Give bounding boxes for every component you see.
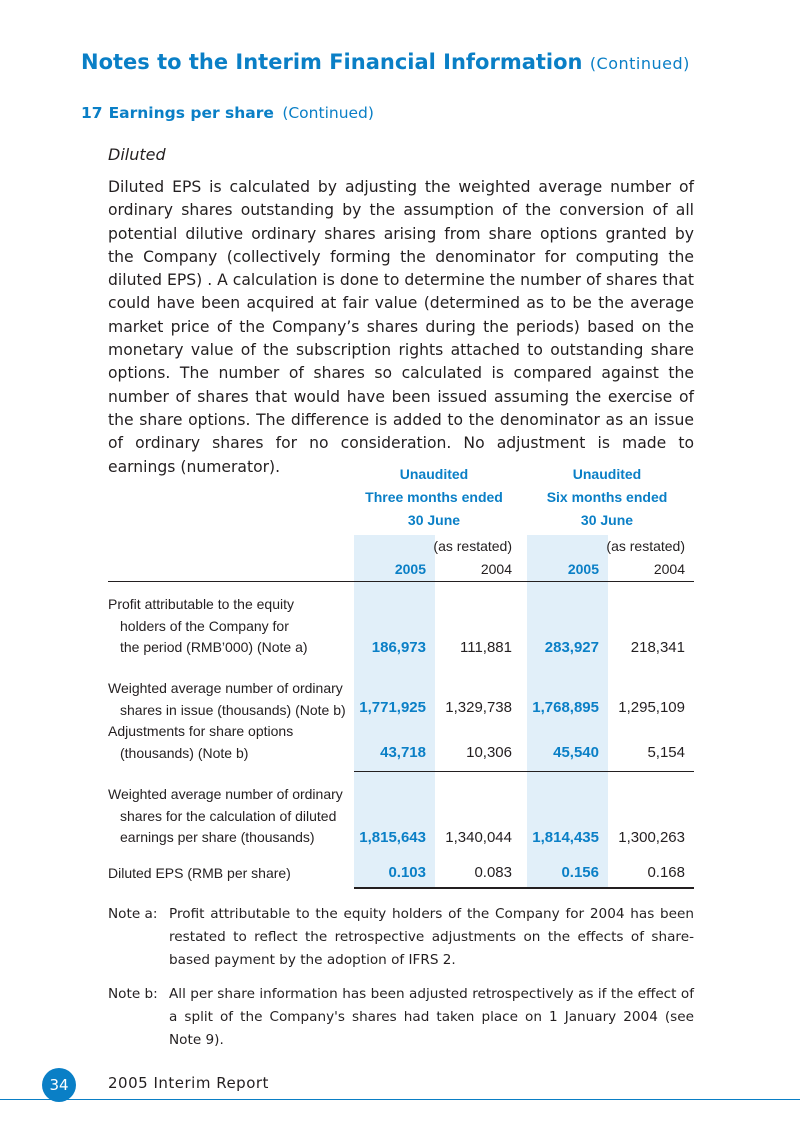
table-cell: 0.168 — [647, 864, 685, 881]
table-cell: 0.103 — [388, 864, 426, 881]
row-label-line: holders of the Company for — [120, 617, 289, 634]
row-label — [108, 784, 343, 849]
table-cell: 1,815,643 — [359, 829, 426, 846]
row-label — [108, 863, 291, 885]
subheading-diluted: Diluted — [108, 145, 166, 164]
total-rule — [354, 887, 694, 889]
note-b — [108, 983, 694, 1052]
table-header-rule — [108, 581, 694, 582]
table-cell: 186,973 — [371, 639, 426, 656]
table-cell: 1,329,738 — [445, 699, 512, 716]
table-cell: 1,300,263 — [618, 829, 685, 846]
table-cell: 283,927 — [544, 639, 599, 656]
row-label-line: Adjustments for share options — [108, 723, 294, 739]
row-label-line: Diluted EPS (RMB per share) — [108, 865, 291, 881]
section-name: Earnings per share — [108, 104, 274, 122]
row-label — [108, 721, 293, 764]
page-title-text: Notes to the Interim Financial Information — [81, 50, 583, 74]
page-number-badge: 34 — [42, 1068, 76, 1102]
subtotal-rule — [354, 771, 694, 772]
table-cell: 1,295,109 — [618, 699, 685, 716]
row-label — [108, 594, 308, 659]
footer-rule — [0, 1099, 800, 1100]
table-cell: 43,718 — [380, 744, 426, 761]
footer-report-name: 2005 Interim Report — [108, 1074, 269, 1092]
table-cell: 5,154 — [647, 744, 685, 761]
table-cell: 218,341 — [630, 639, 685, 656]
table-cell: 0.156 — [561, 864, 599, 881]
row-label-line: Weighted average number of ordinary — [108, 786, 343, 802]
group-header-line: Six months ended — [546, 489, 668, 505]
group-header-line: 30 June — [407, 512, 461, 528]
row-label-line: the period (RMB’000) (Note a) — [120, 639, 308, 655]
table-cell: 10,306 — [466, 744, 512, 761]
group-header-line: 30 June — [580, 512, 634, 528]
group-header-line: Unaudited — [399, 466, 469, 482]
note-tag: Note a: — [108, 906, 158, 922]
note-text: All per share information has been adjusted retrospectively as if the effect of a split of the Company's shares had taken place on 1 January 2004 (see Note 9). — [169, 986, 694, 1048]
row-label-line: shares in issue (thousands) (Note b) — [120, 701, 346, 718]
restated-label: (as restated) — [433, 538, 512, 554]
note-a — [108, 903, 694, 972]
table-cell: 111,881 — [460, 639, 512, 656]
table-cell: 1,768,895 — [532, 699, 599, 716]
row-label-line: earnings per share (thousands) — [120, 829, 315, 845]
note-tag: Note b: — [108, 986, 158, 1002]
year-header: 2004 — [653, 561, 685, 577]
section-number: 17 — [81, 104, 103, 122]
section-continued: (Continued) — [282, 104, 374, 122]
section-heading — [81, 104, 374, 122]
year-header: 2005 — [567, 561, 599, 577]
table-cell: 1,771,925 — [359, 699, 426, 716]
note-text: Profit attributable to the equity holders of the Company for 2004 has been restated to reflect the retrospective adjustments on the effects of share-based payment by the adoption of IFRS 2. — [169, 906, 694, 968]
year-header: 2005 — [394, 561, 426, 577]
row-label-line: Weighted average number of ordinary — [108, 680, 343, 696]
group-header-line: Unaudited — [572, 466, 642, 482]
table-cell: 1,814,435 — [532, 829, 599, 846]
table-cell: 0.083 — [474, 864, 512, 881]
group-header-line: Three months ended — [365, 489, 503, 505]
page-title — [81, 50, 690, 74]
table-cell: 1,340,044 — [445, 829, 512, 846]
table-cell: 45,540 — [553, 744, 599, 761]
body-paragraph: Diluted EPS is calculated by adjusting the weighted average number of ordinary shares outstanding by the assumption of the conversion of all potential dilutive ordinary shares arising from share options granted by the Company (collectively forming the denominator for computing the diluted EPS) . A calculation is done to determine the number of shares that could have been acquired at fair value (determined as to be the average market price of the Company’s shares during the periods) based on the monetary value of the subscription rights attached to outstanding share options. The number of shares so calculated is compared against the number of shares that would have been issued assuming the exercise of the share options. The difference is added to the denominator as an issue of ordinary shares for no consideration. No adjustment is made to earnings (numerator). — [108, 178, 694, 476]
page-title-continued: (Continued) — [589, 54, 690, 73]
year-header: 2004 — [480, 561, 512, 577]
row-label-line: (thousands) (Note b) — [120, 744, 249, 761]
row-label-line: Profit attributable to the equity — [108, 596, 294, 612]
row-label-line: shares for the calculation of diluted — [120, 807, 337, 824]
restated-label: (as restated) — [606, 538, 685, 554]
row-label — [108, 678, 346, 721]
